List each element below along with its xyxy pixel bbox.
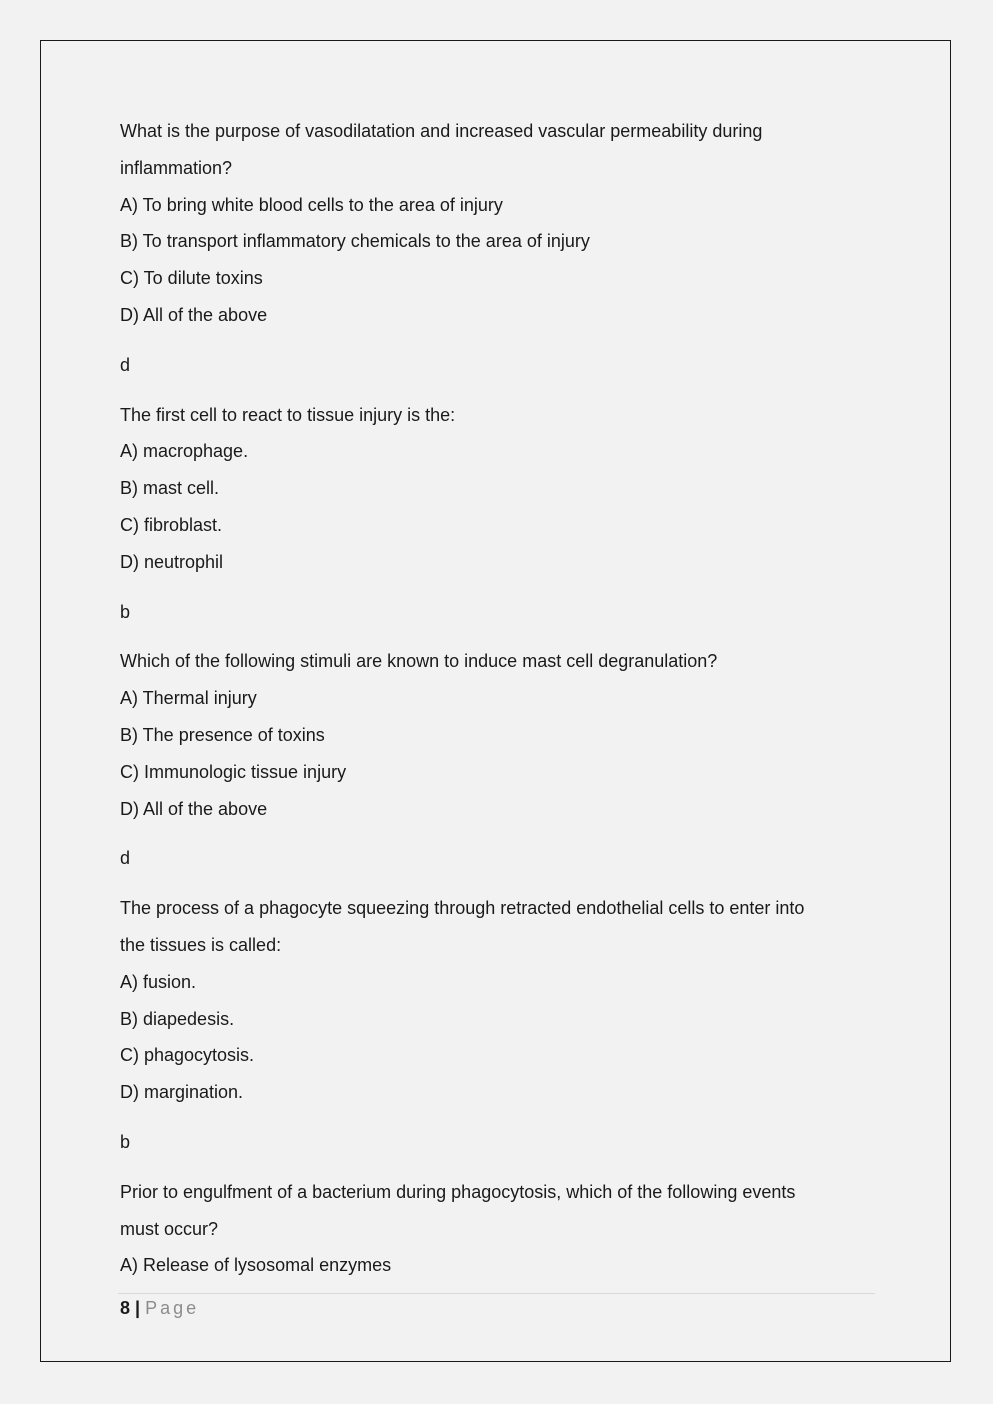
option-b: B) diapedesis. bbox=[120, 1008, 235, 1029]
question-stem-line: must occur? bbox=[120, 1218, 219, 1239]
question-stem-line: The first cell to react to tissue injury is the: bbox=[120, 404, 456, 425]
answer-key: d bbox=[120, 354, 131, 375]
page-footer bbox=[120, 1297, 199, 1319]
option-a: A) Thermal injury bbox=[120, 688, 257, 709]
option-b: B) mast cell. bbox=[120, 478, 220, 499]
question-stem-line: the tissues is called: bbox=[120, 934, 282, 955]
question-block bbox=[120, 397, 880, 631]
option-d: D) margination. bbox=[120, 1082, 244, 1103]
footer-divider bbox=[118, 1293, 875, 1294]
page-number: 8 bbox=[120, 1298, 131, 1318]
option-b: B) To transport inflammatory chemicals to the area of injury bbox=[120, 231, 590, 252]
question-stem-line: Which of the following stimuli are known to induce mast cell degranulation? bbox=[120, 651, 718, 672]
question-block bbox=[120, 113, 880, 384]
option-a: A) fusion. bbox=[120, 971, 197, 992]
question-stem-line: inflammation? bbox=[120, 157, 233, 178]
option-d: D) All of the above bbox=[120, 798, 268, 819]
option-a: A) Release of lysosomal enzymes bbox=[120, 1255, 392, 1276]
option-c: C) phagocytosis. bbox=[120, 1045, 255, 1066]
option-c: C) Immunologic tissue injury bbox=[120, 761, 347, 782]
answer-key: d bbox=[120, 848, 131, 869]
option-a: A) To bring white blood cells to the area of injury bbox=[120, 194, 503, 215]
option-d: D) All of the above bbox=[120, 304, 268, 325]
document-body bbox=[120, 113, 880, 1284]
question-block bbox=[120, 643, 880, 877]
answer-key: b bbox=[120, 1131, 131, 1152]
option-a: A) macrophage. bbox=[120, 441, 249, 462]
option-c: C) To dilute toxins bbox=[120, 268, 263, 289]
question-stem-line: What is the purpose of vasodilatation and increased vascular permeability during bbox=[120, 121, 763, 141]
footer-separator: | bbox=[135, 1298, 141, 1318]
option-b: B) The presence of toxins bbox=[120, 724, 325, 745]
question-block bbox=[120, 890, 880, 1161]
question-stem-line: Prior to engulfment of a bacterium during phagocytosis, which of the following events bbox=[120, 1181, 796, 1202]
question-block bbox=[120, 1174, 880, 1284]
question-stem-line: The process of a phagocyte squeezing through retracted endothelial cells to enter into bbox=[120, 898, 805, 919]
answer-key: b bbox=[120, 601, 131, 622]
page-label: Page bbox=[145, 1298, 200, 1318]
option-c: C) fibroblast. bbox=[120, 514, 223, 535]
option-d: D) neutrophil bbox=[120, 551, 224, 572]
